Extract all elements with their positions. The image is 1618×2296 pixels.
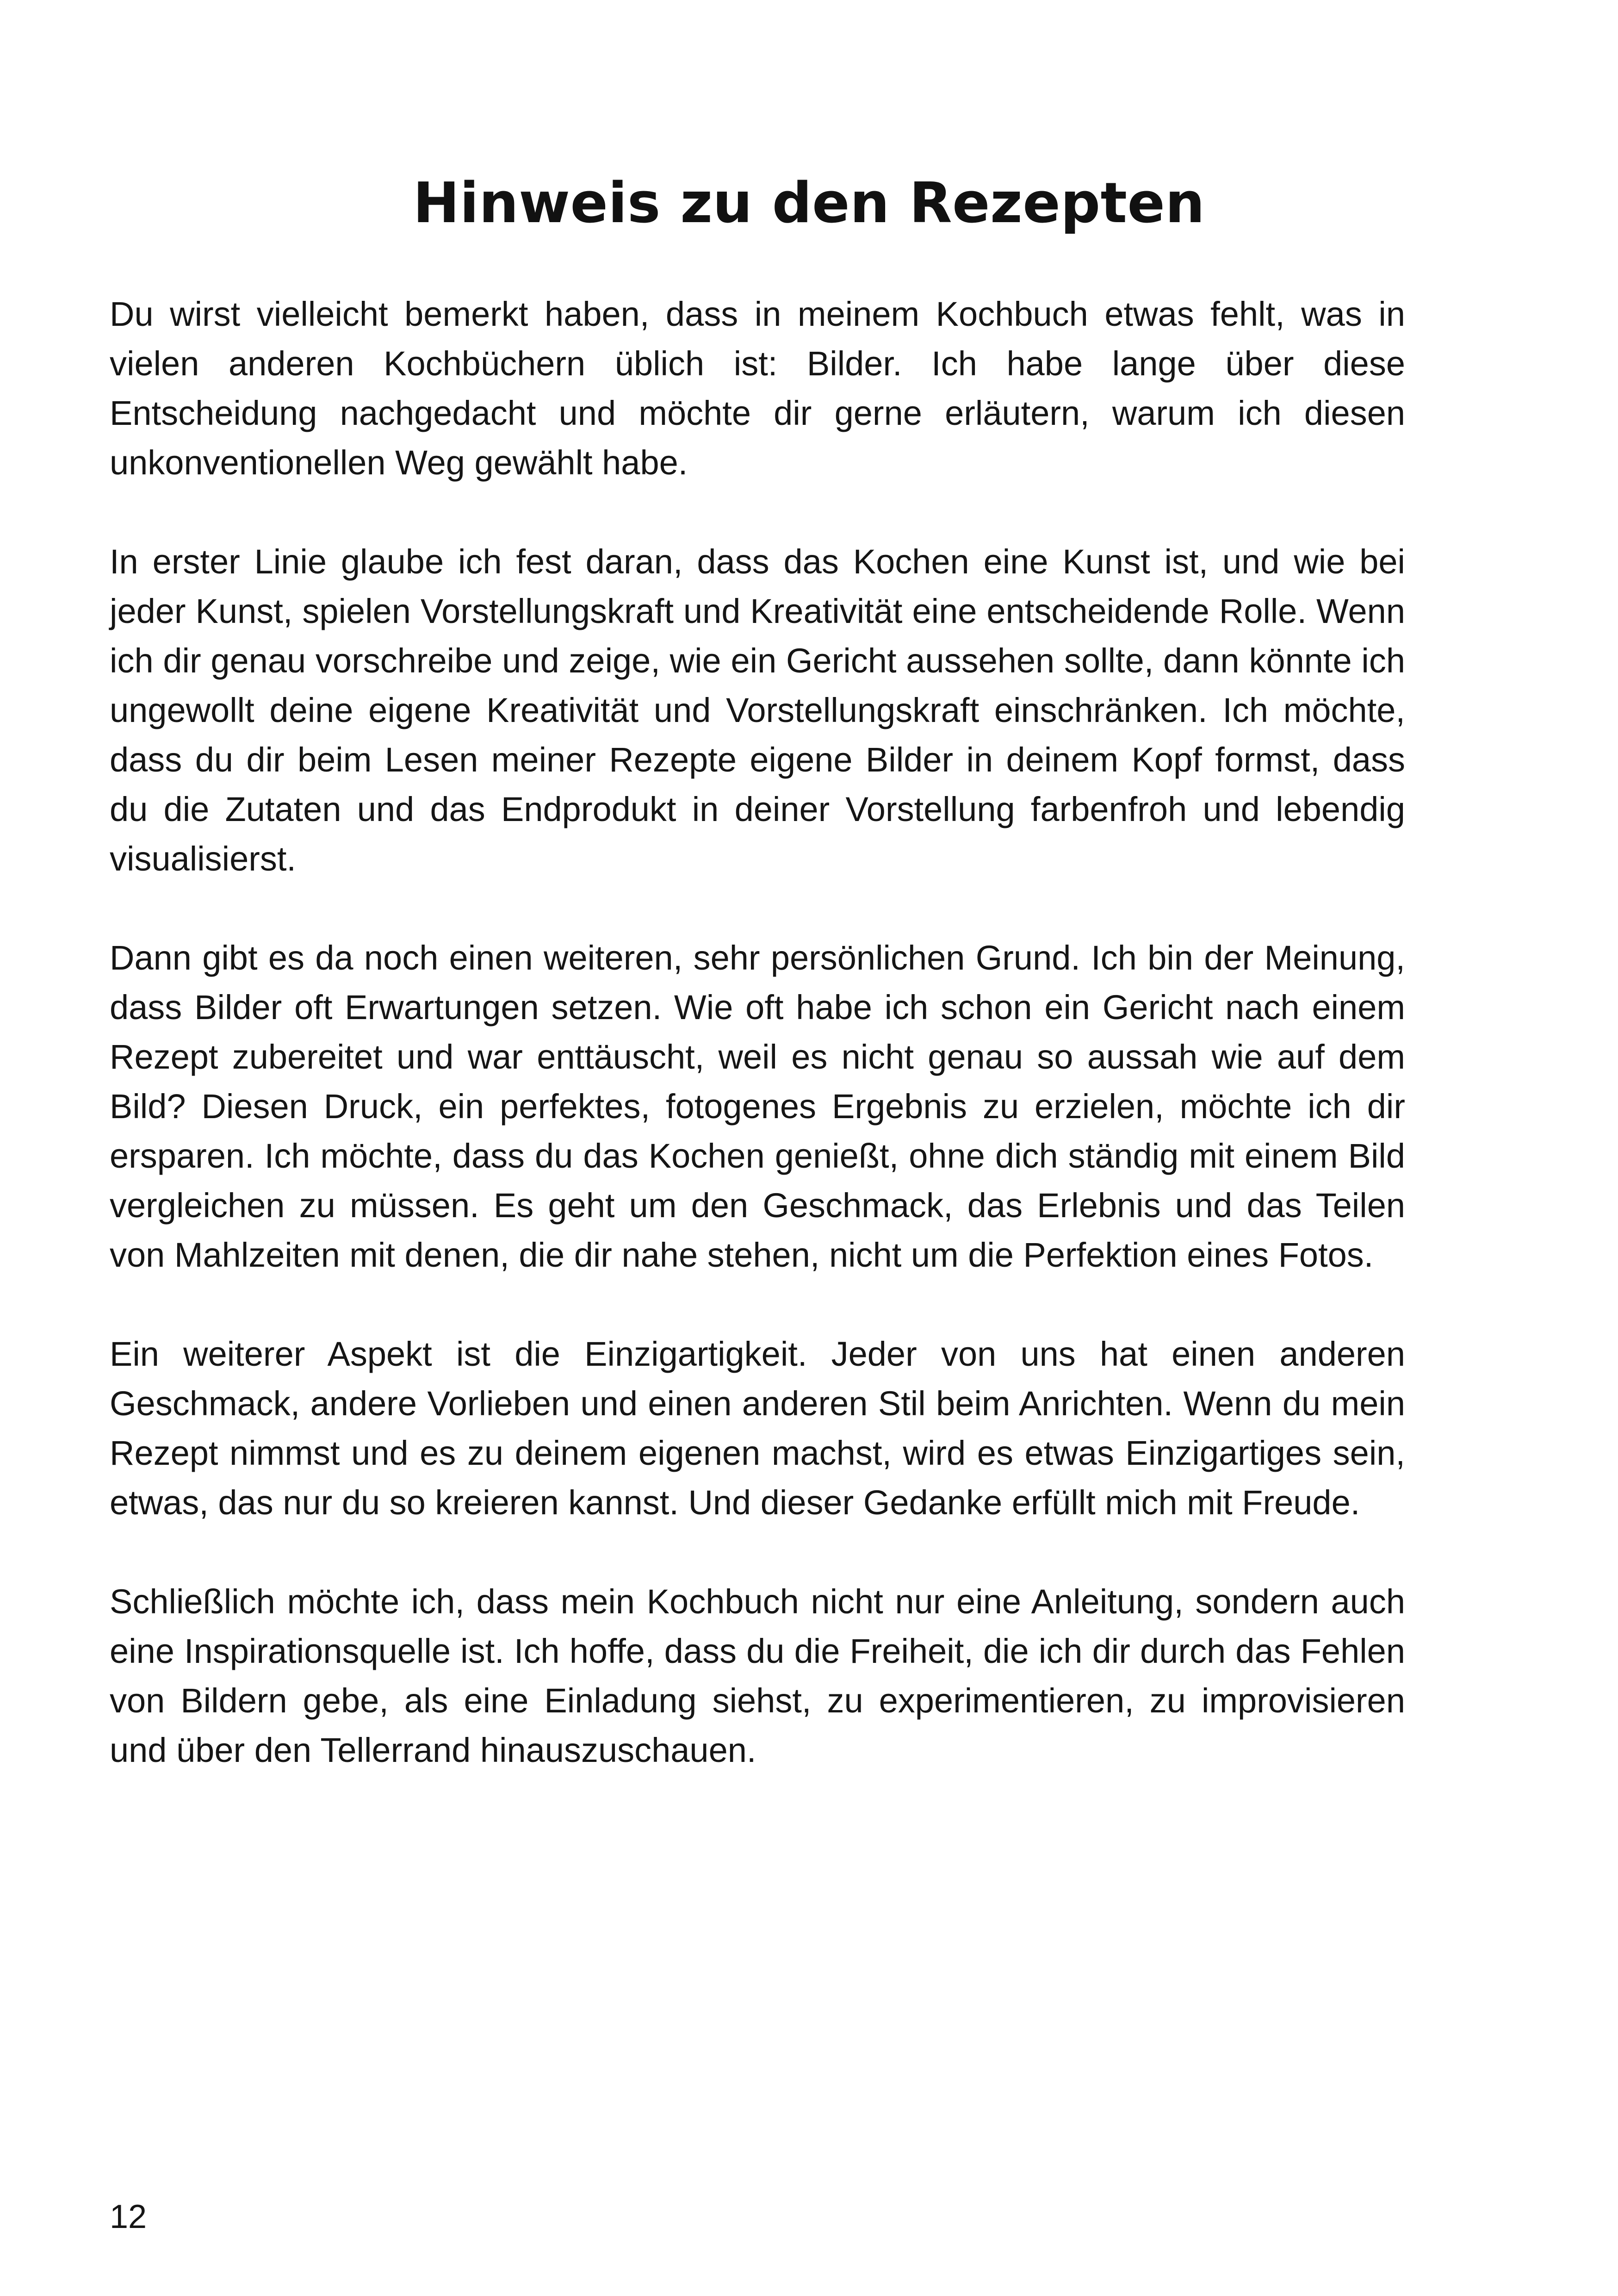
paragraph-2: In erster Linie glaube ich fest daran, dass das Kochen eine Kunst ist, und wie bei jeder Kunst, spielen Vorstellungskraft und Kreativität eine entscheidende Rolle. Wenn ich dir genau vorschreibe und zeige, wie ein Gericht aussehen sollte, dann könnte ich ungewollt deine eigene Kreativität und Vorstellungskraft einschränken. Ich möchte, dass du dir beim Lesen meiner Rezepte eigene Bilder in deinem Kopf formst, dass du die Zutaten und das Endprodukt in deiner Vorstellung farbenfroh und lebendig visualisierst. xyxy=(110,542,1405,878)
paragraph-5: Schließlich möchte ich, dass mein Kochbuch nicht nur eine Anleitung, sondern auch eine Inspirationsquelle ist. Ich hoffe, dass du die Freiheit, die ich dir durch das Fehlen von Bildern gebe, als eine Einladung siehst, zu experimentieren, zu improvisieren und über den Tellerrand hinauszuschauen. xyxy=(110,1582,1405,1769)
page-number: 12 xyxy=(110,2198,147,2235)
paragraph-1: Du wirst vielleicht bemerkt haben, dass in meinem Kochbuch etwas fehlt, was in vielen anderen Kochbüchern üblich ist: Bilder. Ich habe lange über diese Entscheidung nachgedacht und möchte dir gerne erläutern, warum ich diesen unkonventionellen Weg gewählt habe. xyxy=(110,295,1405,482)
paragraph-3: Dann gibt es da noch einen weiteren, sehr persönlichen Grund. Ich bin der Meinung, dass Bilder oft Erwartungen setzen. Wie oft habe ich schon ein Gericht nach einem Rezept zubereitet und war enttäuscht, weil es nicht genau so aussah wie auf dem Bild? Diesen Druck, ein perfektes, fotogenes Ergebnis zu erzielen, möchte ich dir ersparen. Ich möchte, dass du das Kochen genießt, ohne dich ständig mit einem Bild vergleichen zu müssen. Es geht um den Geschmack, das Erlebnis und das Teilen von Mahlzeiten mit denen, die dir nahe stehen, nicht um die Perfektion eines Fotos. xyxy=(110,939,1405,1274)
body-text xyxy=(110,289,1405,1824)
paragraph-4: Ein weiterer Aspekt ist die Einzigartigkeit. Jeder von uns hat einen anderen Geschmack, andere Vorlieben und einen anderen Stil beim Anrichten. Wenn du mein Rezept nimmst und es zu deinem eigenen machst, wird es etwas Einzigartiges sein, etwas, das nur du so kreieren kannst. Und dieser Gedanke erfüllt mich mit Freude. xyxy=(110,1335,1405,1522)
page-title: Hinweis zu den Rezepten xyxy=(413,171,1205,236)
